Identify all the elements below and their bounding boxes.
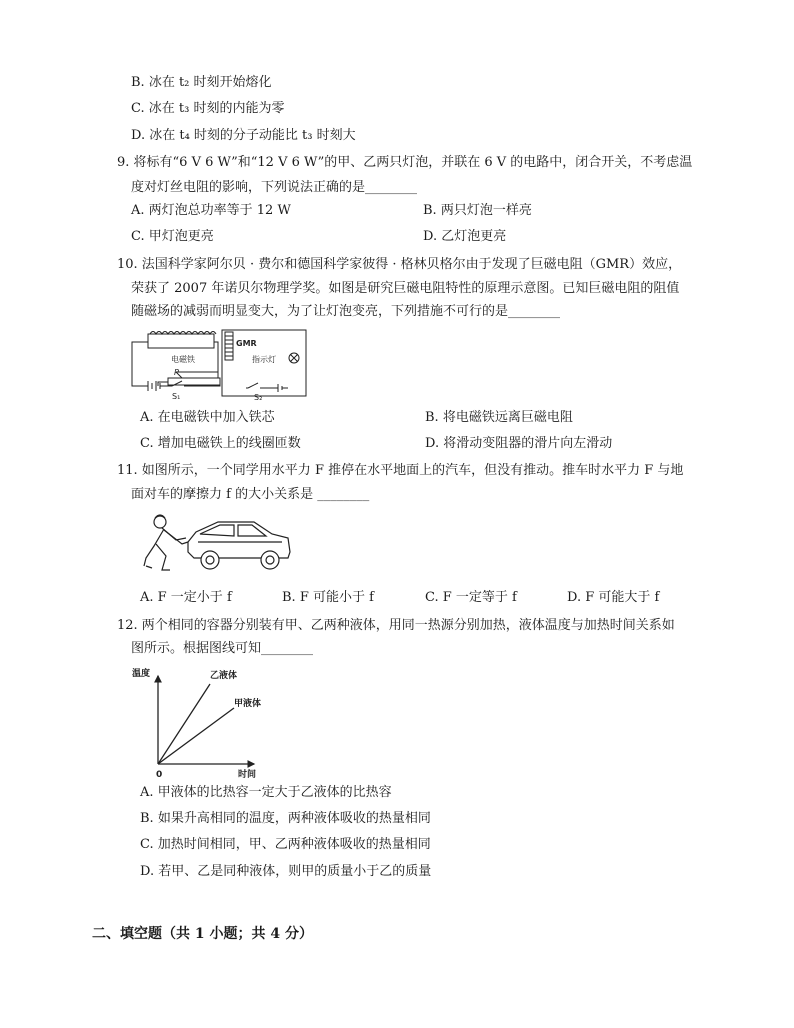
q10-option-d: D. 将滑动变阻器的滑片向左滑动 <box>425 436 613 451</box>
q8-option-c: C. 冰在 t₃ 时刻的内能为零 <box>131 101 285 116</box>
q10-stem-line1: 10. 法国科学家阿尔贝 · 费尔和德国科学家彼得 · 格林贝格尔由于发现了巨磁电阻（GMR）效应， <box>117 257 682 272</box>
q12-option-b: B. 如果升高相同的温度，两种液体吸收的热量相同 <box>140 811 431 826</box>
q12-stem-line2: 图所示。根据图线可知________ <box>131 641 314 656</box>
q11-option-d: D. F 可能大于 f <box>567 590 660 605</box>
q10-stem-line2: 荣获了 2007 年诺贝尔物理学奖。如图是研究巨磁电阻特性的原理示意图。已知巨磁电阻的阻值 <box>131 281 680 296</box>
q8-option-d: D. 冰在 t₄ 时刻的分子动能比 t₃ 时刻大 <box>131 128 356 143</box>
q9-stem-line2: 度对灯丝电阻的影响，下列说法正确的是________ <box>131 180 418 195</box>
q9-option-d: D. 乙灯泡更亮 <box>423 229 507 244</box>
q10-option-b: B. 将电磁铁远离巨磁电阻 <box>425 410 573 425</box>
yi-liquid-label: 乙液体 <box>210 671 238 681</box>
electromagnet-label: 电磁铁 <box>171 355 195 364</box>
q8-option-b: B. 冰在 t₂ 时刻开始熔化 <box>131 75 272 90</box>
lamp-label: 指示灯 <box>252 355 276 364</box>
q11-stem-line1: 11. 如图所示，一个同学用水平力 F 推停在水平地面上的汽车，但没有推动。推车时水平力 F 与地 <box>117 463 684 478</box>
line-yi-liquid <box>158 684 210 764</box>
q11-option-c: C. F 一定等于 f <box>425 590 517 605</box>
switch-s1-label: S₁ <box>172 392 181 401</box>
q12-stem-line1: 12. 两个相同的容器分别装有甲、乙两种液体，用同一热源分别加热，液体温度与加热时间关系如 <box>117 618 675 633</box>
q12-option-c: C. 加热时间相同，甲、乙两种液体吸收的热量相同 <box>140 837 431 852</box>
origin-label: 0 <box>156 770 163 780</box>
switch-s2-label: S₂ <box>254 393 263 402</box>
q10-option-c: C. 增加电磁铁上的线圈匝数 <box>140 436 301 451</box>
y-axis-label: 温度 <box>132 669 151 679</box>
q10-stem-line3: 随磁场的减弱而明显变大，为了让灯泡变亮，下列措施不可行的是________ <box>131 304 561 319</box>
q11-option-b: B. F 可能小于 f <box>282 590 374 605</box>
q9-option-b: B. 两只灯泡一样亮 <box>423 203 532 218</box>
temperature-time-graph <box>128 664 278 782</box>
q9-option-c: C. 甲灯泡更亮 <box>131 229 214 244</box>
x-axis-label: 时间 <box>238 770 257 780</box>
jia-liquid-label: 甲液体 <box>234 699 262 709</box>
q12-option-d: D. 若甲、乙是同种液体，则甲的质量小于乙的质量 <box>140 864 432 879</box>
section-2-heading: 二、填空题（共 1 小题；共 4 分） <box>92 926 313 942</box>
q12-option-a: A. 甲液体的比热容一定大于乙液体的比热容 <box>140 785 392 800</box>
q9-stem-line1: 9. 将标有“6 V 6 W”和“12 V 6 W”的甲、乙两只灯泡，并联在 6 V 的电路中，闭合开关，不考虑温 <box>117 155 693 170</box>
pushing-car-figure <box>142 512 294 578</box>
q9-option-a: A. 两灯泡总功率等于 12 W <box>131 203 291 218</box>
gmr-label: GMR <box>236 339 257 348</box>
slider-p-label: P <box>174 368 179 377</box>
line-jia-liquid <box>158 708 234 764</box>
q11-option-a: A. F 一定小于 f <box>140 590 232 605</box>
q11-stem-line2: 面对车的摩擦力 f 的大小关系是 ________ <box>131 487 370 502</box>
q10-option-a: A. 在电磁铁中加入铁芯 <box>140 410 275 425</box>
gmr-circuit-figure <box>128 326 308 402</box>
